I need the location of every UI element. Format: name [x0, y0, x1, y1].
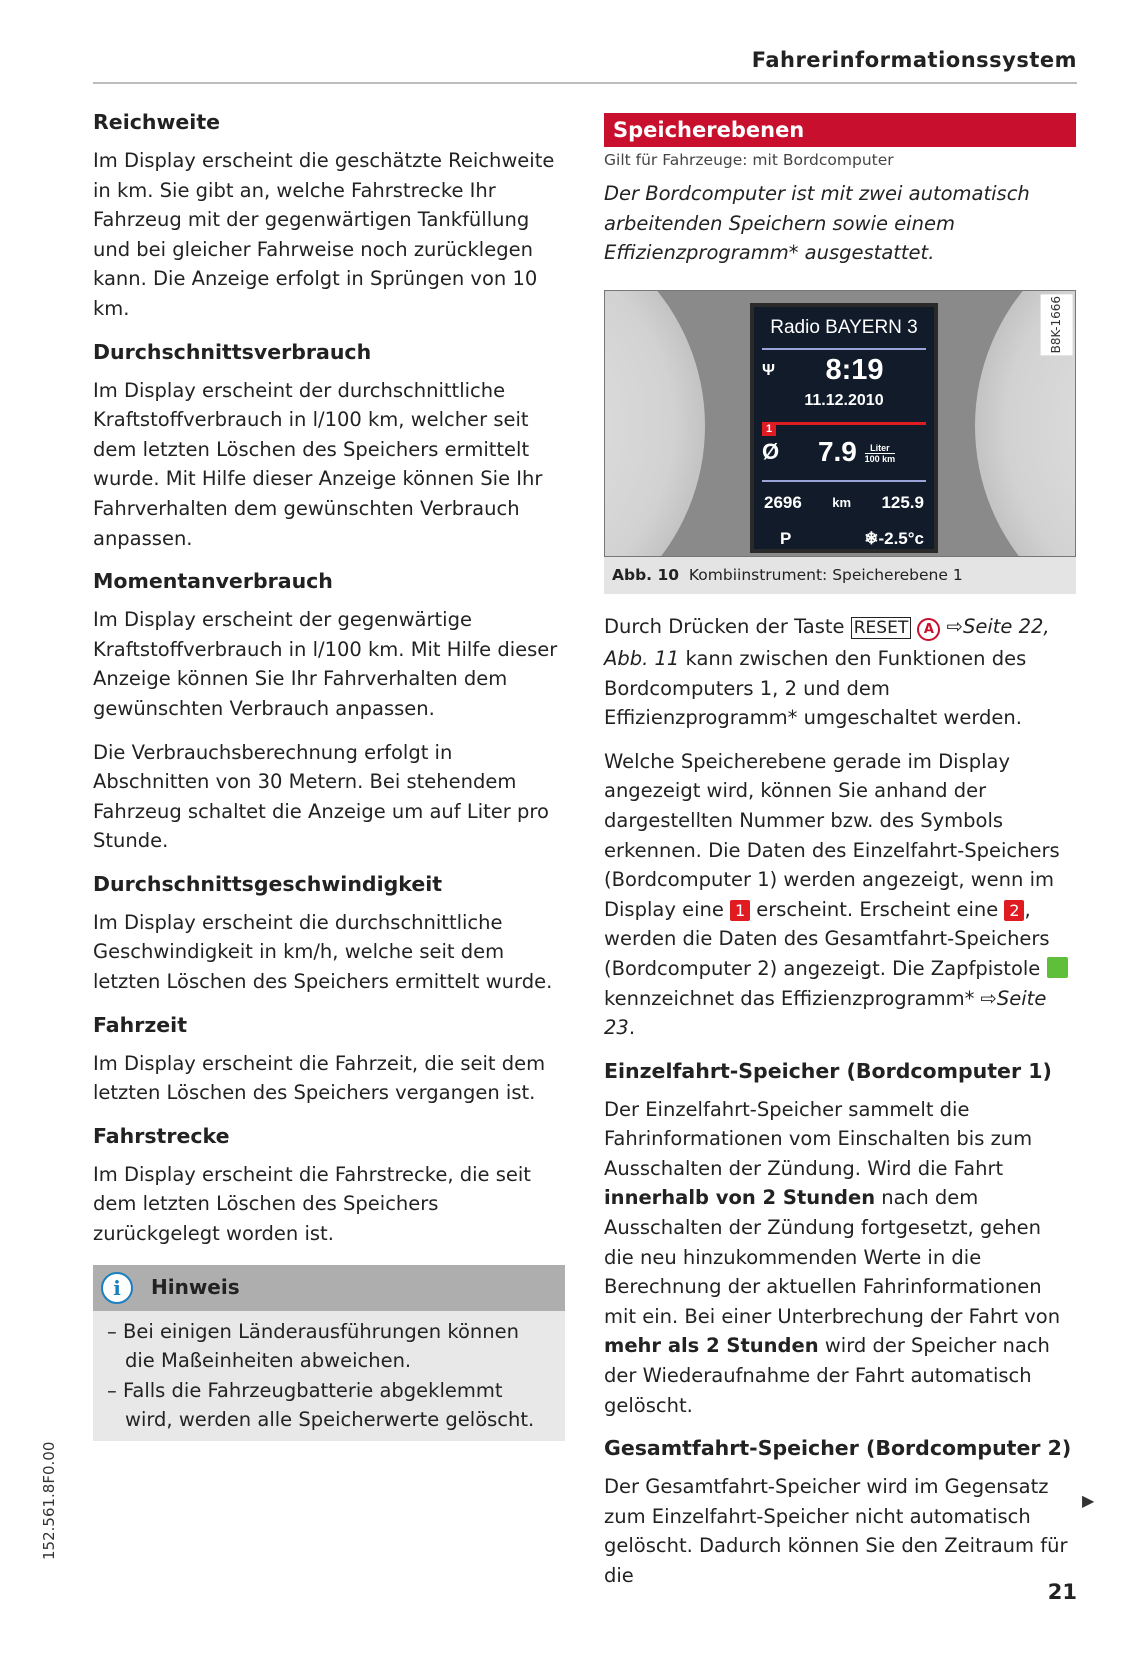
paragraph: Der Gesamtfahrt-Speicher wird im Gegensatz zum Einzelfahrt-Speicher nicht automatisch gelöscht. Dadurch können Sie den Zeitraum für die — [604, 1475, 1068, 1587]
driver-display — [750, 303, 938, 553]
paragraph-reset: Durch Drücken der Taste RESET A ⇨Seite 22, Abb. 11 kann zwischen den Funktionen des Bordcomputers 1, 2 und dem Effizienzprogramm* umgeschaltet werden. — [604, 615, 1050, 730]
heading-gesamtfahrt: Gesamtfahrt-Speicher (Bordcomputer 2) — [604, 1436, 1072, 1461]
instrument-cluster-figure — [604, 290, 1076, 557]
avg-consumption: Ø 7.9 Liter 100 km — [762, 435, 896, 467]
note-title: Hinweis — [151, 1274, 240, 1299]
note-list — [93, 1311, 565, 1441]
paragraph: Im Display erscheint die Fahrstrecke, die seit dem letzten Löschen des Speichers zurückgelegt worden ist. — [93, 1162, 531, 1246]
antenna-icon: Ψ — [762, 362, 775, 380]
note-item: – Bei einigen Länderausführungen können die Maßeinheiten abweichen. — [107, 1319, 519, 1373]
document-code: 152.561.8F0.00 — [40, 1441, 58, 1560]
fuel-pump-icon — [1047, 957, 1068, 978]
continue-arrow-icon: ▶ — [1082, 1491, 1095, 1510]
note-item: – Falls die Fahrzeugbatterie abgeklemmt wird, werden alle Speicherwerte gelöscht. — [107, 1378, 535, 1432]
page-ref-link[interactable]: Seite 23 — [604, 986, 1047, 1040]
callout-a-icon: A — [917, 618, 940, 641]
odometer-row: 2696 km 125.9 — [764, 493, 924, 513]
heading-momentanverbrauch: Momentanverbrauch — [93, 569, 333, 594]
left-column — [93, 108, 565, 1441]
right-column — [604, 108, 1076, 1605]
gear-temp-row: P ❄-2.5°c — [780, 528, 924, 548]
radio-station: Radio BAYERN 3 — [770, 316, 918, 338]
note-box — [93, 1265, 565, 1441]
heading-durchschnittsverbrauch: Durchschnittsverbrauch — [93, 339, 372, 364]
paragraph: Im Display erscheint die geschätzte Reichweite in km. Sie gibt an, welche Fahrstrecke Ihr Fahrzeug mit der gegenwärtigen Tankfüllung und bei gleicher Fahrweise noch zurücklegen kann. Die Anzeige erfolgt in Sprüngen von 10 km. — [93, 149, 555, 320]
page-number: 21 — [1047, 1580, 1077, 1604]
paragraph: Im Display erscheint die Fahrzeit, die seit dem letzten Löschen des Speichers vergangen ist. — [93, 1051, 546, 1105]
paragraph-levels: Welche Speicherebene gerade im Display angezeigt wird, können Sie anhand der dargestellten Nummer bzw. des Symbols erkennen. Die Daten des Einzelfahrt-Speichers (Bordcomputer 1) werden angezeigt, wenn im Display eine 1 erscheint. Erscheint eine 2 , werden die Daten des Gesamtfahrt-Speichers (Bordcomputer 2) angezeigt. Die Zapfpistole kennzeichnet das Effizienzprogramm* ⇨Seite 23. — [604, 747, 1076, 1043]
heading-fahrzeit: Fahrzeit — [93, 1012, 188, 1037]
heading-durchschnittsgeschwindigkeit: Durchschnittsgeschwindigkeit — [93, 871, 443, 896]
date: 11.12.2010 — [804, 391, 884, 409]
memory-badge: 1 — [762, 422, 776, 436]
paragraph: Im Display erscheint die durchschnittliche Geschwindigkeit in km/h, welche seit dem letzten Löschen des Speichers ermittelt wurde. — [93, 910, 553, 994]
info-icon: i — [101, 1272, 133, 1304]
memory-1-badge: 1 — [730, 900, 750, 921]
page-ref-link[interactable]: Seite 22, Abb. 11 — [604, 615, 1050, 670]
left-gauge — [604, 290, 705, 557]
section-title-bar: Speicherebenen — [604, 113, 1076, 147]
running-header: Fahrerinformationssystem — [93, 48, 1077, 84]
figure-code: B8K-1666 — [1041, 294, 1073, 355]
heading-einzelfahrt: Einzelfahrt-Speicher (Bordcomputer 1) — [604, 1058, 1052, 1083]
memory-line — [762, 422, 926, 435]
paragraph: Der Einzelfahrt-Speicher sammelt die Fahrinformationen vom Einschalten bis zum Ausschalten der Zündung. Wird die Fahrt innerhalb von 2 Stunden nach dem Ausschalten der Zündung fortgesetzt, gehen die neu hinzukommenden Werte in die Berechnung der aktuellen Fahrinformationen mit ein. Bei einer Unterbrechung der Fahrt von mehr als 2 Stunden wird der Speicher nach der Wiederaufnahme der Fahrt automatisch gelöscht. — [604, 1097, 1061, 1417]
heading-reichweite: Reichweite — [93, 110, 221, 134]
figure-caption: Abb. 10 Kombiinstrument: Speicherebene 1 — [604, 557, 1076, 595]
note-header — [93, 1265, 565, 1311]
heading-fahrstrecke: Fahrstrecke — [93, 1123, 230, 1148]
paragraph: Die Verbrauchsberechnung erfolgt in Abschnitten von 30 Metern. Bei stehendem Fahrzeug schaltet die Anzeige um auf Liter pro Stunde. — [93, 740, 549, 853]
paragraph: Im Display erscheint der gegenwärtige Kraftstoffverbrauch in l/100 km. Mit Hilfe dieser Anzeige können Sie Ihr Fahrverhalten dem gewünschten Verbrauch anpassen. — [93, 608, 558, 720]
intro-text: Der Bordcomputer ist mit zwei automatisch arbeitenden Speichern sowie einem Effizienzprogramm* ausgestattet. — [604, 182, 1030, 265]
reset-key: RESET — [851, 617, 911, 639]
paragraph: Im Display erscheint der durchschnittliche Kraftstoffverbrauch in l/100 km, welcher seit dem letzten Löschen des Speichers ermittelt wurde. Mit Hilfe dieser Anzeige können Sie Ihr Fahrverhalten dem gewünschten Verbrauch anpassen. — [93, 378, 543, 550]
memory-2-badge: 2 — [1004, 900, 1024, 921]
applies-to: Gilt für Fahrzeuge: mit Bordcomputer — [604, 151, 894, 169]
arrow-icon: ⇨ — [946, 615, 963, 639]
arrow-icon: ⇨ — [980, 986, 997, 1010]
clock: Ψ 8:19 — [762, 354, 884, 387]
